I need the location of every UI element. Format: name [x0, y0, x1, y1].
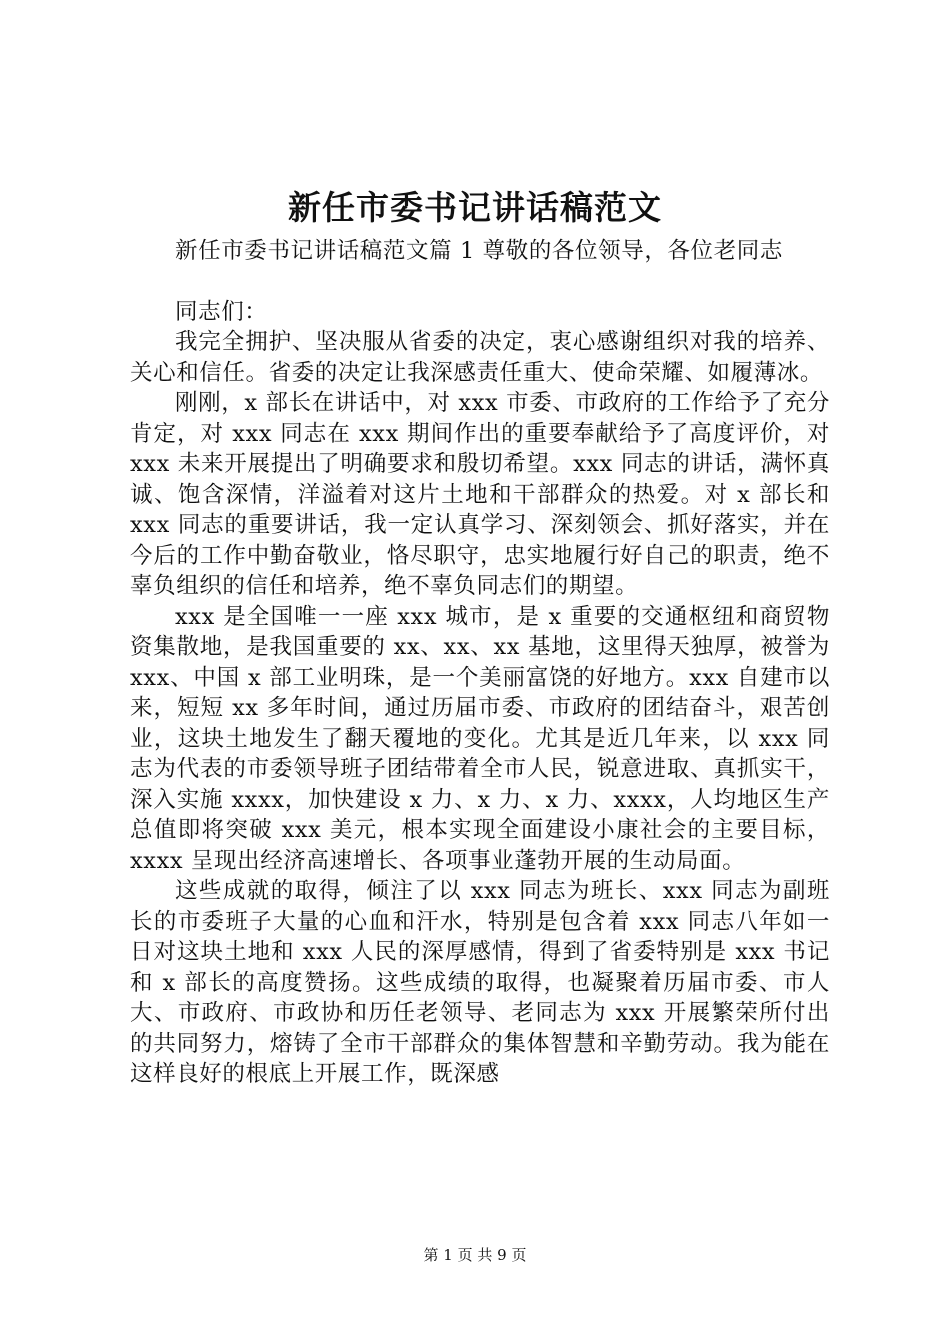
paragraph: 刚刚，x 部长在讲话中，对 xxx 市委、市政府的工作给予了充分肯定，对 xxx 同志在 xxx 期间作出的重要奉献给予了高度评价，对 xxx 未来开展提出了明确要求和殷切希望。xxx 同志的讲话，满怀真诚、饱含深情，洋溢着对这片土地和干部群众的热爱。对 x 部长和 xxx 同志的重要讲话，我一定认真学习、深刻领会、抓好落实，并在今后的工作中勤奋敬业，恪尽职守，忠实地履行好自己的职责，绝不辜负组织的信任和培养，绝不辜负同志们的期望。 — [130, 390, 830, 599]
document-body — [130, 236, 830, 1090]
paragraph: 这些成就的取得，倾注了以 xxx 同志为班长、xxx 同志为副班长的市委班子大量的心血和汗水，特别是包含着 xxx 同志八年如一日对这块土地和 xxx 人民的深厚感情，得到了省委特别是 xxx 书记和 x 部长的高度赞扬。这些成绩的取得，也凝聚着历届市委、市人大、市政府、市政协和历任老领导、老同志为 xxx 开展繁荣所付出的共同努力，熔铸了全市干部群众的集体智慧和辛勤劳动。我为能在这样良好的根底上开展工作，既深感 — [130, 878, 830, 1087]
page-footer: 第 1 页 共 9 页 — [423, 1246, 527, 1264]
paragraph: 我完全拥护、坚决服从省委的决定，衷心感谢组织对我的培养、关心和信任。省委的决定让我深感责任重大、使命荣耀、如履薄冰。 — [130, 329, 830, 386]
document-subtitle: 新任市委书记讲话稿范文篇 1 尊敬的各位领导，各位老同志 — [175, 238, 783, 264]
document-title: 新任市委书记讲话稿范文 — [288, 188, 662, 227]
paragraph-salutation: 同志们： — [175, 298, 268, 325]
paragraph: xxx 是全国唯一一座 xxx 城市，是 x 重要的交通枢纽和商贸物资集散地，是我国重要的 xx、xx、xx 基地，这里得天独厚，被誉为 xxx、中国 x 部工业明珠，是一个美丽富饶的好地方。xxx 自建市以来，短短 xx 多年时间，通过历届市委、市政府的团结奋斗，艰苦创业，这块土地发生了翻天覆地的变化。尤其是近几年来，以 xxx 同志为代表的市委领导班子团结带着全市人民，锐意进取、真抓实干，深入实施 xxxx，加快建设 x 力、x 力、x 力、xxxx，人均地区生产总值即将突破 xxx 美元，根本实现全面建设小康社会的主要目标，xxxx 呈现出经济高速增长、各项事业蓬勃开展的生动局面。 — [130, 603, 830, 874]
